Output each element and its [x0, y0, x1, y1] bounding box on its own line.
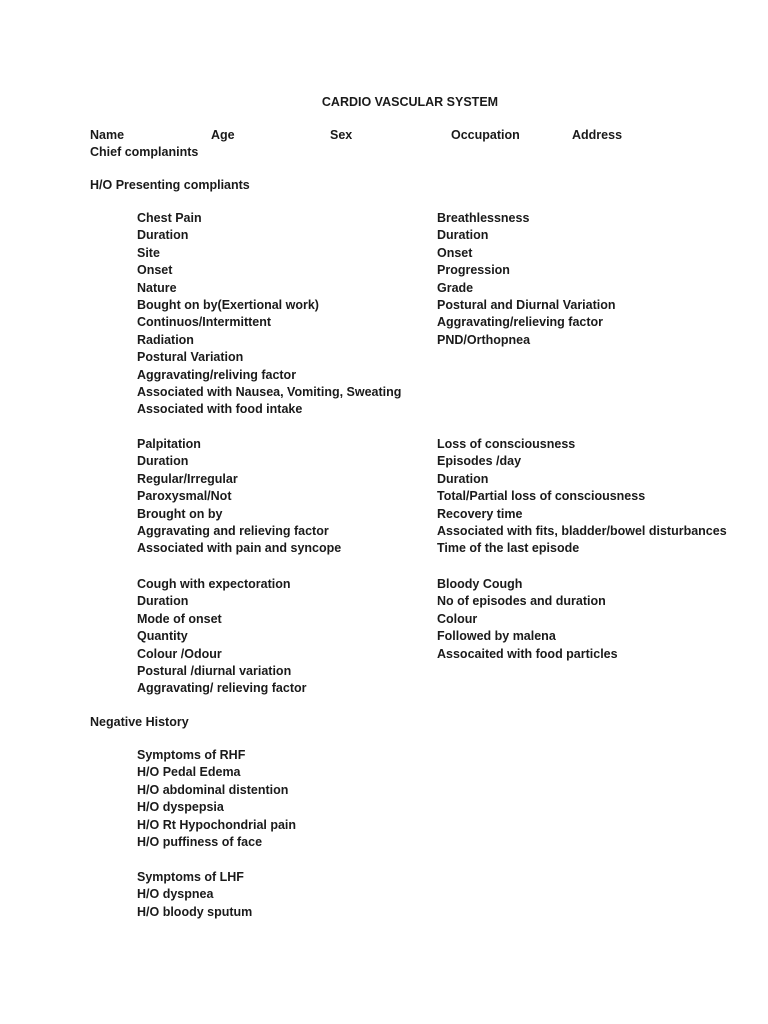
list-item: Regular/Irregular [137, 471, 238, 486]
list-item: H/O bloody sputum [137, 904, 253, 919]
list-item: Duration [437, 471, 489, 486]
negative-history-label: Negative History [90, 715, 189, 729]
breathlessness-section [437, 210, 616, 349]
lhf-heading: Symptoms of LHF [137, 870, 244, 884]
list-item: Aggravating/relieving factor [437, 315, 604, 330]
rhf-section [137, 747, 296, 851]
list-item: Associated with food intake [137, 402, 303, 417]
list-item: Onset [137, 263, 173, 278]
list-item: Postural and Diurnal Variation [437, 297, 616, 312]
cough-heading: Cough with expectoration [137, 577, 291, 591]
list-item: Aggravating/reliving factor [137, 367, 297, 382]
list-item: Recovery time [437, 506, 523, 521]
bloody-cough-section [437, 576, 618, 663]
palpitation-heading: Palpitation [137, 437, 201, 451]
bloody-cough-heading: Bloody Cough [437, 577, 523, 591]
list-item: Paroxysmal/Not [137, 489, 232, 504]
sex-field-label: Sex [330, 128, 353, 142]
address-field-label: Address [572, 128, 623, 142]
presenting-complaints-label: H/O Presenting compliants [90, 178, 250, 192]
list-item: Associated with Nausea, Vomiting, Sweating [137, 384, 402, 399]
name-field-label: Name [90, 128, 125, 142]
age-field-label: Age [211, 128, 235, 142]
list-item: Progression [437, 263, 510, 278]
list-item: H/O abdominal distention [137, 782, 289, 797]
list-item: Time of the last episode [437, 541, 580, 556]
list-item: H/O dyspnea [137, 887, 214, 902]
chest-pain-heading: Chest Pain [137, 211, 202, 225]
list-item: Duration [437, 228, 489, 243]
list-item: Aggravating and relieving factor [137, 523, 329, 538]
list-item: Quantity [137, 629, 188, 644]
chest-pain-section [137, 210, 401, 419]
list-item: H/O puffiness of face [137, 834, 263, 849]
palpitation-section [137, 436, 341, 558]
list-item: Bought on by(Exertional work) [137, 297, 319, 312]
list-item: Mode of onset [137, 611, 222, 626]
list-item: Nature [137, 280, 177, 295]
lhf-section [137, 869, 252, 921]
list-item: Grade [437, 280, 474, 295]
list-item: H/O Pedal Edema [137, 765, 241, 780]
list-item: No of episodes and duration [437, 594, 606, 609]
list-item: Brought on by [137, 506, 223, 521]
list-item: Postural /diurnal variation [137, 663, 292, 678]
occupation-field-label: Occupation [451, 128, 520, 142]
list-item: Postural Variation [137, 350, 244, 365]
cough-section [137, 576, 306, 698]
page-title: CARDIO VASCULAR SYSTEM [321, 95, 499, 109]
list-item: Continuos/Intermittent [137, 315, 272, 330]
list-item: Colour /Odour [137, 646, 222, 661]
list-item: Aggravating/ relieving factor [137, 681, 307, 696]
loss-of-consciousness-heading: Loss of consciousness [437, 437, 576, 451]
list-item: Associated with fits, bladder/bowel disturbances [437, 523, 727, 538]
list-item: PND/Orthopnea [437, 332, 531, 347]
list-item: Episodes /day [437, 454, 522, 469]
list-item: H/O Rt Hypochondrial pain [137, 817, 297, 832]
list-item: Followed by malena [437, 629, 556, 644]
chief-complaints-label: Chief complanints [90, 145, 199, 159]
rhf-heading: Symptoms of RHF [137, 748, 246, 762]
loss-of-consciousness-section [437, 436, 727, 558]
breathlessness-heading: Breathlessness [437, 211, 530, 225]
list-item: Total/Partial loss of consciousness [437, 489, 646, 504]
list-item: Duration [137, 594, 189, 609]
list-item: Associated with pain and syncope [137, 541, 342, 556]
list-item: Duration [137, 228, 189, 243]
list-item: Colour [437, 611, 478, 626]
list-item: Site [137, 245, 160, 260]
list-item: Duration [137, 454, 189, 469]
list-item: Onset [437, 245, 473, 260]
list-item: H/O dyspepsia [137, 800, 224, 815]
list-item: Radiation [137, 332, 194, 347]
list-item: Assocaited with food particles [437, 646, 618, 661]
